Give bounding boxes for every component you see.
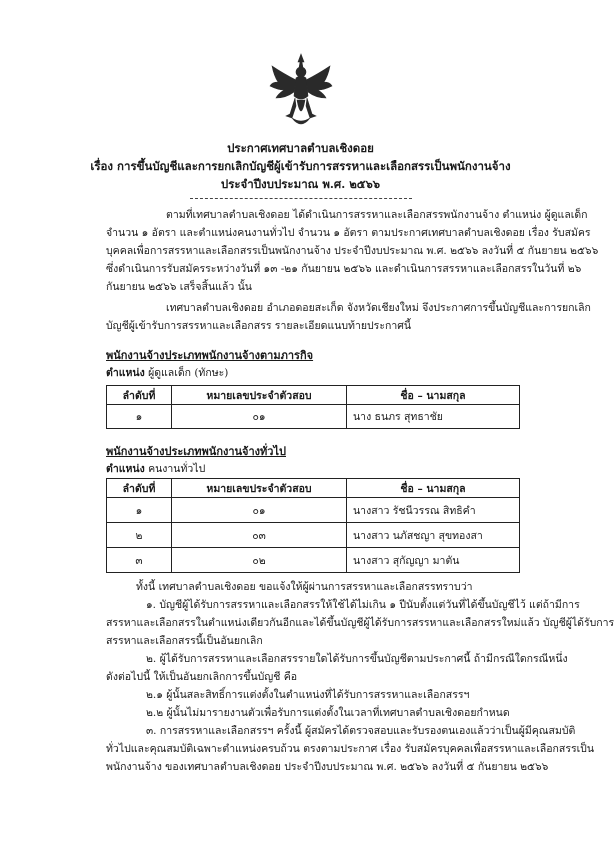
intro-line: บุคคลเพื่อการสรรหาและเลือกสรรเป็นพนักงานจ้าง ประจำปีงบประมาณ พ.ศ. ๒๕๖๖ ลงวันที่ ๕ กันยายน ๒๕๖๖ xyxy=(106,245,599,257)
section2-position-prefix: ตำแหน่ง xyxy=(106,463,145,475)
cell-exam-id: ๐๑ xyxy=(172,498,347,523)
conditions-line: สรรหาและเลือกสรรนี้เป็นอันยกเลิก xyxy=(106,635,263,647)
table-header-row xyxy=(107,386,520,405)
section1-position-prefix: ตำแหน่ง xyxy=(106,367,145,379)
column-header-exam-id: หมายเลขประจำตัวสอบ xyxy=(172,479,347,498)
cell-no: ๓ xyxy=(107,548,172,573)
intro-line: กันยายน ๒๕๖๖ เสร็จสิ้นแล้ว นั้น xyxy=(106,281,252,293)
announce-line: เทศบาลตำบลเชิงดอย อำเภอดอยสะเก็ด จังหวัดเชียงใหม่ จึงประกาศการขึ้นบัญชีและการยกเลิก xyxy=(166,302,591,314)
section1-position xyxy=(106,364,228,381)
cell-exam-id: ๐๓ xyxy=(172,523,347,548)
cell-name: นางสาว รัชนีวรรณ สิทธิคำ xyxy=(347,498,520,523)
garuda-emblem-icon xyxy=(268,52,334,132)
cell-name: นางสาว นภัสชญา สุขทองสา xyxy=(347,523,520,548)
conditions-line: ๑. บัญชีผู้ได้รับการสรรหาและเลือกสรรให้ใช้ได้ไม่เกิน ๑ ปีนับตั้งแต่วันที่ได้ขึ้นบัญชีไว้ แต่ถ้ามีการ xyxy=(146,599,580,611)
conditions-line: ๒.๑ ผู้นั้นสละสิทธิ์การแต่งตั้งในตำแหน่งที่ได้รับการสรรหาและเลือกสรรฯ xyxy=(146,689,470,701)
column-header-no: ลำดับที่ xyxy=(107,386,172,405)
table-row xyxy=(107,523,520,548)
table-row xyxy=(107,548,520,573)
announcement-fiscal-year: ประจำปีงบประมาณ พ.ศ. ๒๕๖๖ xyxy=(220,177,381,191)
intro-paragraph xyxy=(106,206,599,296)
announcement-title: ประกาศเทศบาลตำบลเชิงดอย xyxy=(227,141,374,155)
section1-position-name: ผู้ดูแลเด็ก (ทักษะ) xyxy=(148,367,229,379)
cell-no: ๑ xyxy=(107,498,172,523)
title-divider xyxy=(190,198,412,199)
intro-line: ตามที่เทศบาลตำบลเชิงดอย ได้ดำเนินการสรรหาและเลือกสรรพนักงานจ้าง ตำแหน่ง ผู้ดูแลเด็ก xyxy=(166,209,588,221)
cell-no: ๒ xyxy=(107,523,172,548)
column-header-no: ลำดับที่ xyxy=(107,479,172,498)
conditions-line: พนักงานจ้าง ของเทศบาลตำบลเชิงดอย ประจำปีงบประมาณ พ.ศ. ๒๕๖๖ ลงวันที่ ๕ กันยายน ๒๕๖๖ xyxy=(106,761,549,773)
section2-position xyxy=(106,460,205,477)
conditions-line: ทั่วไปและคุณสมบัติเฉพาะตำแหน่งครบถ้วน ตรงตามประกาศ เรื่อง รับสมัครบุคคลเพื่อสรรหาและเลือกสรรเป็น xyxy=(106,743,595,755)
conditions-paragraph xyxy=(106,578,614,776)
cell-exam-id: ๐๑ xyxy=(172,405,347,429)
announce-line: บัญชีผู้เข้ารับการสรรหาและเลือกสรร รายละเอียดแนบท้ายประกาศนี้ xyxy=(106,320,412,332)
conditions-line: ๓. การสรรหาและเลือกสรรฯ ครั้งนี้ ผู้สมัครได้ตรวจสอบและรับรองตนเองแล้วว่าเป็นผู้มีคุณสมบัติ xyxy=(146,725,576,737)
table-header-row xyxy=(107,479,520,498)
section1-table xyxy=(106,385,520,429)
intro-line: ซึ่งดำเนินการรับสมัครระหว่างวันที่ ๑๓ -๒๑ กันยายน ๒๕๖๖ และดำเนินการสรรหาและเลือกสรรในวันที่ ๒๖ xyxy=(106,263,582,275)
section1-title: พนักงานจ้างประเภทพนักงานจ้างตามภารกิจ xyxy=(106,349,314,362)
column-header-exam-id: หมายเลขประจำตัวสอบ xyxy=(172,386,347,405)
conditions-line: ๒. ผู้ได้รับการสรรหาและเลือกสรรรายใดได้รับการขึ้นบัญชีตามประกาศนี้ ถ้ามีกรณีใดกรณีหนึ่ง xyxy=(146,653,568,665)
column-header-name: ชื่อ – นามสกุล xyxy=(347,479,520,498)
conditions-line: ดังต่อไปนี้ ให้เป็นอันยกเลิกการขึ้นบัญชี คือ xyxy=(106,671,298,683)
table-row xyxy=(107,405,520,429)
cell-exam-id: ๐๒ xyxy=(172,548,347,573)
section2-table xyxy=(106,478,520,573)
conditions-line: สรรหาและเลือกสรรในตำแหน่งเดียวกันอีกและได้ขึ้นบัญชีผู้ได้รับการสรรหาและเลือกสรรใหม่แล้ว บัญชีผู้ได้รับการ xyxy=(106,617,614,629)
section2-title: พนักงานจ้างประเภทพนักงานจ้างทั่วไป xyxy=(106,445,286,458)
cell-name: นาง ธนภร สุทธาชัย xyxy=(347,405,520,429)
cell-no: ๑ xyxy=(107,405,172,429)
cell-name: นางสาว สุกัญญา มาตัน xyxy=(347,548,520,573)
conditions-line: ๒.๒ ผู้นั้นไม่มารายงานตัวเพื่อรับการแต่งตั้งในเวลาที่เทศบาลตำบลเชิงดอยกำหนด xyxy=(146,707,510,719)
conditions-line: ทั้งนี้ เทศบาลตำบลเชิงดอย ขอแจ้งให้ผู้ผ่านการสรรหาและเลือกสรรทราบว่า xyxy=(136,581,473,593)
table-row xyxy=(107,498,520,523)
announcement-subject: เรื่อง การขึ้นบัญชีและการยกเลิกบัญชีผู้เข้ารับการสรรหาและเลือกสรรเป็นพนักงานจ้าง xyxy=(90,159,511,173)
section2-position-name: คนงานทั่วไป xyxy=(148,463,206,475)
announce-paragraph xyxy=(106,299,591,335)
column-header-name: ชื่อ – นามสกุล xyxy=(347,386,520,405)
intro-line: จำนวน ๑ อัตรา และตำแหน่งคนงานทั่วไป จำนวน ๑ อัตรา ตามประกาศเทศบาลตำบลเชิงดอย เรื่อง รับสมัคร xyxy=(106,227,591,239)
